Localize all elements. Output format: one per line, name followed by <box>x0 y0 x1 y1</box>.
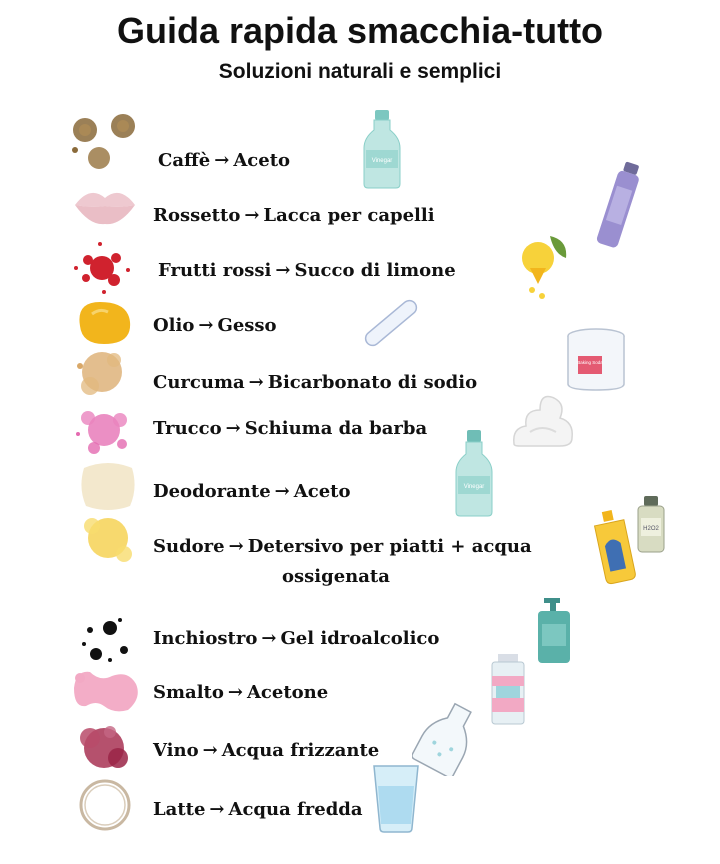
stain-name: Latte <box>153 799 206 820</box>
row-wine <box>153 740 379 761</box>
row-lipstick <box>153 205 435 226</box>
red-splash-icon <box>70 238 134 296</box>
pump-bottle-icon <box>530 596 578 666</box>
remedy-name: Bicarbonato di sodio <box>267 372 478 393</box>
remedy-continuation: ossigenata <box>282 566 390 587</box>
stain-name: Sudore <box>153 536 225 557</box>
deodorant-stain-icon <box>78 458 138 514</box>
row-makeup <box>153 418 427 439</box>
water-glass-icon <box>368 762 424 834</box>
stain-name: Rossetto <box>153 205 241 226</box>
vinegar-label: Vinegar <box>463 484 485 490</box>
wine-stain-icon <box>74 718 136 780</box>
stain-name: Smalto <box>153 682 224 703</box>
arrow-icon: → <box>227 682 243 703</box>
dish-soap-peroxide-icon <box>592 494 676 586</box>
remedy-name: Aceto <box>293 481 351 502</box>
baking-soda-jar-icon <box>564 326 628 392</box>
remedy-name: Aceto <box>233 150 291 171</box>
stain-name: Trucco <box>153 418 222 439</box>
arrow-icon: → <box>248 372 264 393</box>
acetone-bottle-icon <box>488 652 528 728</box>
sweat-stain-icon <box>78 510 140 568</box>
vinegar-bottle-icon <box>360 108 404 190</box>
page-title: Guida rapida smacchia-tutto <box>116 10 604 51</box>
row-ink <box>153 628 439 649</box>
stain-name: Frutti rossi <box>158 260 272 281</box>
stain-name: Inchiostro <box>153 628 258 649</box>
arrow-icon: → <box>198 315 214 336</box>
arrow-icon: → <box>214 150 230 171</box>
row-turmeric <box>153 372 477 393</box>
shaving-foam-icon <box>510 388 576 450</box>
row-coffee <box>158 150 290 171</box>
makeup-stain-icon <box>74 400 136 460</box>
stain-name: Olio <box>153 315 195 336</box>
arrow-icon: → <box>274 481 290 502</box>
remedy-name: Gel idroalcolico <box>280 628 440 649</box>
row-oil <box>153 315 277 336</box>
turmeric-stain-icon <box>72 344 132 404</box>
remedy-name: Acqua frizzante <box>221 740 380 761</box>
chalk-stick-icon <box>356 290 426 356</box>
remedy-name: Acqua fredda <box>228 799 363 820</box>
page-subtitle: Soluzioni naturali e semplici <box>218 60 502 83</box>
arrow-icon: → <box>202 740 218 761</box>
arrow-icon: → <box>261 628 277 649</box>
arrow-icon: → <box>228 536 244 557</box>
stain-name: Deodorante <box>153 481 271 502</box>
vinegar-label: Vinegar <box>371 158 393 164</box>
coffee-stain-icon <box>65 108 145 174</box>
milk-ring-icon <box>74 774 136 836</box>
remedy-name: Acetone <box>246 682 329 703</box>
row-sweat <box>153 536 532 557</box>
arrow-icon: → <box>244 205 260 226</box>
baking-soda-label: Baking Soda <box>577 360 603 365</box>
row-nail-polish <box>153 682 328 703</box>
ink-splatter-icon <box>80 614 134 666</box>
hairspray-can-icon <box>596 160 646 252</box>
lemon-icon <box>516 232 572 302</box>
stain-name: Vino <box>153 740 199 761</box>
arrow-icon: → <box>209 799 225 820</box>
remedy-name: Succo di limone <box>294 260 456 281</box>
row-milk <box>153 799 363 820</box>
stain-name: Caffè <box>158 150 211 171</box>
remedy-name: Lacca per capelli <box>263 205 435 226</box>
lipstick-kiss-icon <box>70 180 140 230</box>
arrow-icon: → <box>275 260 291 281</box>
row-deodorant <box>153 481 350 502</box>
remedy-name: Gesso <box>217 315 277 336</box>
oil-drop-icon <box>70 296 136 348</box>
nail-polish-spill-icon <box>70 664 144 720</box>
row-berries <box>158 260 456 281</box>
peroxide-label: H2O2 <box>643 526 659 532</box>
stain-name: Curcuma <box>153 372 245 393</box>
arrow-icon: → <box>225 418 241 439</box>
vinegar-bottle-icon <box>452 428 498 520</box>
remedy-name: Detersivo per piatti + acqua <box>247 536 532 557</box>
remedy-name: Schiuma da barba <box>244 418 428 439</box>
